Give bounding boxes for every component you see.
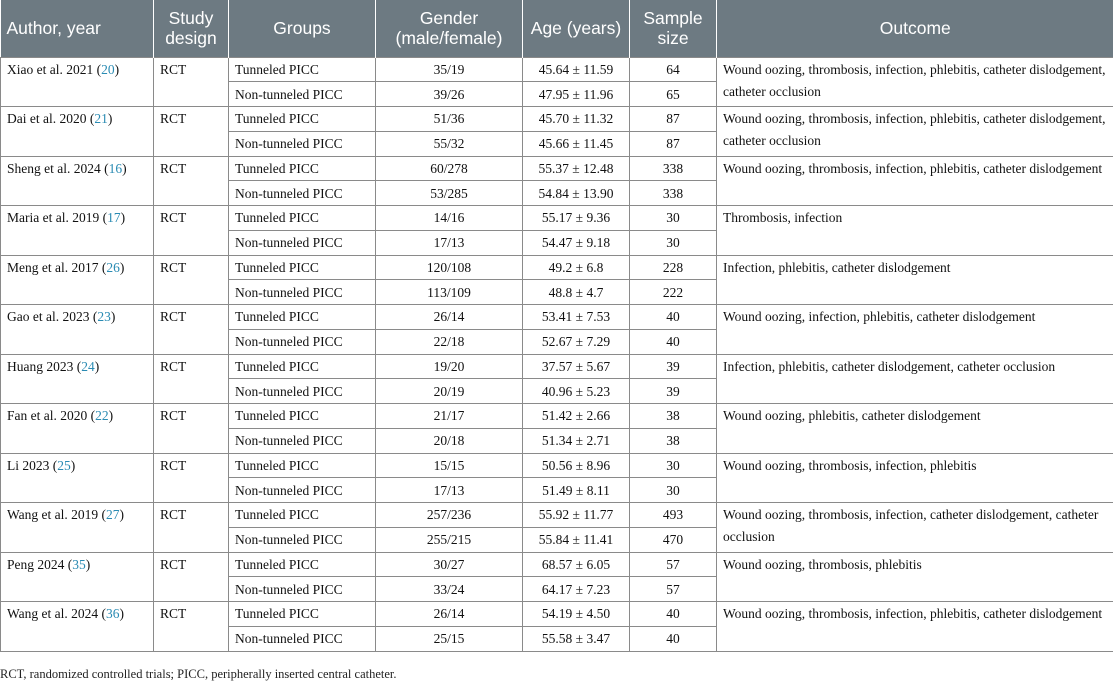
author-cell: Meng et al. 2017 (26) xyxy=(1,255,154,305)
age-cell: 52.67 ± 7.29 xyxy=(523,329,630,354)
gender-cell: 25/15 xyxy=(376,626,523,651)
study-design-cell: RCT xyxy=(154,453,229,503)
age-cell: 50.56 ± 8.96 xyxy=(523,453,630,478)
group-cell: Non-tunneled PICC xyxy=(229,230,376,255)
group-cell: Tunneled PICC xyxy=(229,404,376,429)
group-cell: Non-tunneled PICC xyxy=(229,280,376,305)
age-cell: 54.19 ± 4.50 xyxy=(523,602,630,627)
table-row xyxy=(1,57,1113,82)
sample-size-cell: 30 xyxy=(630,206,717,231)
group-cell: Non-tunneled PICC xyxy=(229,181,376,206)
sample-size-cell: 40 xyxy=(630,305,717,330)
gender-cell: 33/24 xyxy=(376,577,523,602)
sample-size-cell: 38 xyxy=(630,428,717,453)
group-cell: Tunneled PICC xyxy=(229,57,376,82)
author-name: Fan et al. 2020 xyxy=(7,408,88,423)
sample-size-cell: 338 xyxy=(630,181,717,206)
outcome-cell: Wound oozing, infection, phlebitis, catheter dislodgement xyxy=(717,305,1113,355)
author-cell: Li 2023 (25) xyxy=(1,453,154,503)
sample-size-cell: 40 xyxy=(630,626,717,651)
gender-cell: 51/36 xyxy=(376,107,523,132)
sample-size-cell: 57 xyxy=(630,552,717,577)
group-cell: Non-tunneled PICC xyxy=(229,626,376,651)
age-cell: 55.92 ± 11.77 xyxy=(523,503,630,528)
study-design-cell: RCT xyxy=(154,354,229,404)
author-name: Huang 2023 xyxy=(7,358,74,374)
group-cell: Non-tunneled PICC xyxy=(229,379,376,404)
sample-size-cell: 65 xyxy=(630,82,717,107)
author-cell: Fan et al. 2020 (22) xyxy=(1,404,154,454)
gender-cell: 15/15 xyxy=(376,453,523,478)
gender-cell: 39/26 xyxy=(376,82,523,107)
outcome-cell: Infection, phlebitis, catheter dislodgement xyxy=(717,255,1113,305)
sample-size-cell: 30 xyxy=(630,478,717,503)
table-footnote: RCT, randomized controlled trials; PICC, peripherally inserted central catheter. xyxy=(0,667,397,681)
group-cell: Tunneled PICC xyxy=(229,255,376,280)
study-design-cell: RCT xyxy=(154,107,229,157)
reference-link[interactable]: 25 xyxy=(57,457,71,473)
study-design-cell: RCT xyxy=(154,57,229,107)
gender-cell: 120/108 xyxy=(376,255,523,280)
group-cell: Non-tunneled PICC xyxy=(229,478,376,503)
sample-size-cell: 57 xyxy=(630,577,717,602)
outcome-cell: Thrombosis, infection xyxy=(717,206,1113,256)
group-cell: Non-tunneled PICC xyxy=(229,329,376,354)
author-name: Xiao et al. 2021 xyxy=(7,61,94,77)
outcome-cell: Wound oozing, thrombosis, infection, phlebitis, catheter dislodgement, catheter occlusion xyxy=(717,57,1113,107)
author-name: Maria et al. 2019 xyxy=(7,210,100,225)
author-cell: Gao et al. 2023 (23) xyxy=(1,305,154,355)
sample-size-cell: 493 xyxy=(630,503,717,528)
study-design-cell: RCT xyxy=(154,503,229,553)
author-name: Wang et al. 2019 xyxy=(7,507,99,522)
table-row xyxy=(1,602,1113,627)
age-cell: 45.70 ± 11.32 xyxy=(523,107,630,132)
author-name: Meng et al. 2017 xyxy=(7,259,99,275)
sample-size-cell: 338 xyxy=(630,156,717,181)
study-design-cell: RCT xyxy=(154,404,229,454)
outcome-cell: Wound oozing, thrombosis, infection, phlebitis, catheter dislodgement xyxy=(717,156,1113,206)
group-cell: Tunneled PICC xyxy=(229,354,376,379)
table-row xyxy=(1,156,1113,181)
header-study-design: Study design xyxy=(154,0,229,57)
sample-size-cell: 40 xyxy=(630,329,717,354)
header-row xyxy=(1,0,1113,57)
gender-cell: 26/14 xyxy=(376,602,523,627)
table-row xyxy=(1,305,1113,330)
age-cell: 54.47 ± 9.18 xyxy=(523,230,630,255)
reference-link[interactable]: 35 xyxy=(72,556,86,572)
gender-cell: 55/32 xyxy=(376,131,523,156)
age-cell: 55.84 ± 11.41 xyxy=(523,527,630,552)
outcome-cell: Wound oozing, thrombosis, infection, phlebitis, catheter dislodgement xyxy=(717,602,1113,652)
reference-link[interactable]: 16 xyxy=(108,160,123,176)
author-cell: Sheng et al. 2024 (16) xyxy=(1,156,154,206)
header-groups: Groups xyxy=(229,0,376,57)
outcome-cell: Wound oozing, thrombosis, infection, catheter dislodgement, catheter occlusion xyxy=(717,503,1113,553)
header-gender: Gender (male/female) xyxy=(376,0,523,57)
sample-size-cell: 222 xyxy=(630,280,717,305)
gender-cell: 53/285 xyxy=(376,181,523,206)
group-cell: Non-tunneled PICC xyxy=(229,527,376,552)
gender-cell: 255/215 xyxy=(376,527,523,552)
table-row xyxy=(1,206,1113,231)
age-cell: 55.58 ± 3.47 xyxy=(523,626,630,651)
age-cell: 51.49 ± 8.11 xyxy=(523,478,630,503)
gender-cell: 113/109 xyxy=(376,280,523,305)
study-design-cell: RCT xyxy=(154,305,229,355)
study-design-cell: RCT xyxy=(154,255,229,305)
group-cell: Tunneled PICC xyxy=(229,206,376,231)
group-cell: Tunneled PICC xyxy=(229,305,376,330)
age-cell: 54.84 ± 13.90 xyxy=(523,181,630,206)
group-cell: Tunneled PICC xyxy=(229,107,376,132)
table-row xyxy=(1,453,1113,478)
group-cell: Non-tunneled PICC xyxy=(229,82,376,107)
gender-cell: 257/236 xyxy=(376,503,523,528)
author-cell: Huang 2023 (24) xyxy=(1,354,154,404)
group-cell: Non-tunneled PICC xyxy=(229,131,376,156)
gender-cell: 26/14 xyxy=(376,305,523,330)
table-row xyxy=(1,354,1113,379)
reference-link[interactable]: 36 xyxy=(106,606,120,621)
reference-link[interactable]: 23 xyxy=(97,309,111,324)
group-cell: Tunneled PICC xyxy=(229,602,376,627)
author-name: Dai et al. 2020 xyxy=(7,111,87,126)
author-cell: Wang et al. 2024 (36) xyxy=(1,602,154,652)
reference-link[interactable]: 20 xyxy=(101,61,115,77)
age-cell: 55.37 ± 12.48 xyxy=(523,156,630,181)
gender-cell: 35/19 xyxy=(376,57,523,82)
author-name: Li 2023 xyxy=(7,457,50,473)
gender-cell: 22/18 xyxy=(376,329,523,354)
author-cell: Dai et al. 2020 (21) xyxy=(1,107,154,157)
outcome-cell: Wound oozing, thrombosis, infection, phlebitis xyxy=(717,453,1113,503)
age-cell: 64.17 ± 7.23 xyxy=(523,577,630,602)
gender-cell: 20/18 xyxy=(376,428,523,453)
age-cell: 40.96 ± 5.23 xyxy=(523,379,630,404)
gender-cell: 17/13 xyxy=(376,478,523,503)
author-cell: Wang et al. 2019 (27) xyxy=(1,503,154,553)
sample-size-cell: 30 xyxy=(630,453,717,478)
header-age: Age (years) xyxy=(523,0,630,57)
group-cell: Tunneled PICC xyxy=(229,453,376,478)
sample-size-cell: 87 xyxy=(630,131,717,156)
table-row xyxy=(1,503,1113,528)
age-cell: 68.57 ± 6.05 xyxy=(523,552,630,577)
study-design-cell: RCT xyxy=(154,602,229,652)
age-cell: 47.95 ± 11.96 xyxy=(523,82,630,107)
author-cell: Xiao et al. 2021 (20) xyxy=(1,57,154,107)
sample-size-cell: 38 xyxy=(630,404,717,429)
reference-link[interactable]: 21 xyxy=(94,111,108,126)
reference-link[interactable]: 17 xyxy=(107,210,121,225)
age-cell: 45.64 ± 11.59 xyxy=(523,57,630,82)
outcome-cell: Wound oozing, thrombosis, phlebitis xyxy=(717,552,1113,602)
outcome-cell: Infection, phlebitis, catheter dislodgement, catheter occlusion xyxy=(717,354,1113,404)
header-outcome: Outcome xyxy=(717,0,1113,57)
sample-size-cell: 40 xyxy=(630,602,717,627)
group-cell: Tunneled PICC xyxy=(229,503,376,528)
outcome-cell: Wound oozing, thrombosis, infection, phlebitis, catheter dislodgement, catheter occlusion xyxy=(717,107,1113,157)
author-cell: Peng 2024 (35) xyxy=(1,552,154,602)
age-cell: 51.42 ± 2.66 xyxy=(523,404,630,429)
study-design-cell: RCT xyxy=(154,552,229,602)
gender-cell: 20/19 xyxy=(376,379,523,404)
age-cell: 49.2 ± 6.8 xyxy=(523,255,630,280)
gender-cell: 60/278 xyxy=(376,156,523,181)
author-cell: Maria et al. 2019 (17) xyxy=(1,206,154,256)
study-design-cell: RCT xyxy=(154,206,229,256)
table-row xyxy=(1,552,1113,577)
author-name: Peng 2024 xyxy=(7,556,65,572)
outcome-cell: Wound oozing, phlebitis, catheter dislodgement xyxy=(717,404,1113,454)
age-cell: 45.66 ± 11.45 xyxy=(523,131,630,156)
sample-size-cell: 470 xyxy=(630,527,717,552)
table-row xyxy=(1,107,1113,132)
table-row xyxy=(1,404,1113,429)
sample-size-cell: 228 xyxy=(630,255,717,280)
sample-size-cell: 87 xyxy=(630,107,717,132)
group-cell: Tunneled PICC xyxy=(229,156,376,181)
header-sample-size: Sample size xyxy=(630,0,717,57)
author-name: Wang et al. 2024 xyxy=(7,606,99,621)
reference-link[interactable]: 24 xyxy=(81,358,95,374)
age-cell: 53.41 ± 7.53 xyxy=(523,305,630,330)
sample-size-cell: 64 xyxy=(630,57,717,82)
group-cell: Non-tunneled PICC xyxy=(229,428,376,453)
gender-cell: 30/27 xyxy=(376,552,523,577)
group-cell: Non-tunneled PICC xyxy=(229,577,376,602)
age-cell: 48.8 ± 4.7 xyxy=(523,280,630,305)
reference-link[interactable]: 26 xyxy=(106,259,120,275)
reference-link[interactable]: 27 xyxy=(106,507,120,522)
gender-cell: 17/13 xyxy=(376,230,523,255)
reference-link[interactable]: 22 xyxy=(95,408,109,423)
study-design-cell: RCT xyxy=(154,156,229,206)
age-cell: 55.17 ± 9.36 xyxy=(523,206,630,231)
gender-cell: 19/20 xyxy=(376,354,523,379)
sample-size-cell: 39 xyxy=(630,354,717,379)
table-row xyxy=(1,255,1113,280)
age-cell: 51.34 ± 2.71 xyxy=(523,428,630,453)
header-author: Author, year xyxy=(1,0,154,57)
group-cell: Tunneled PICC xyxy=(229,552,376,577)
gender-cell: 21/17 xyxy=(376,404,523,429)
author-name: Gao et al. 2023 xyxy=(7,309,90,324)
sample-size-cell: 30 xyxy=(630,230,717,255)
age-cell: 37.57 ± 5.67 xyxy=(523,354,630,379)
gender-cell: 14/16 xyxy=(376,206,523,231)
author-name: Sheng et al. 2024 xyxy=(7,160,101,176)
sample-size-cell: 39 xyxy=(630,379,717,404)
